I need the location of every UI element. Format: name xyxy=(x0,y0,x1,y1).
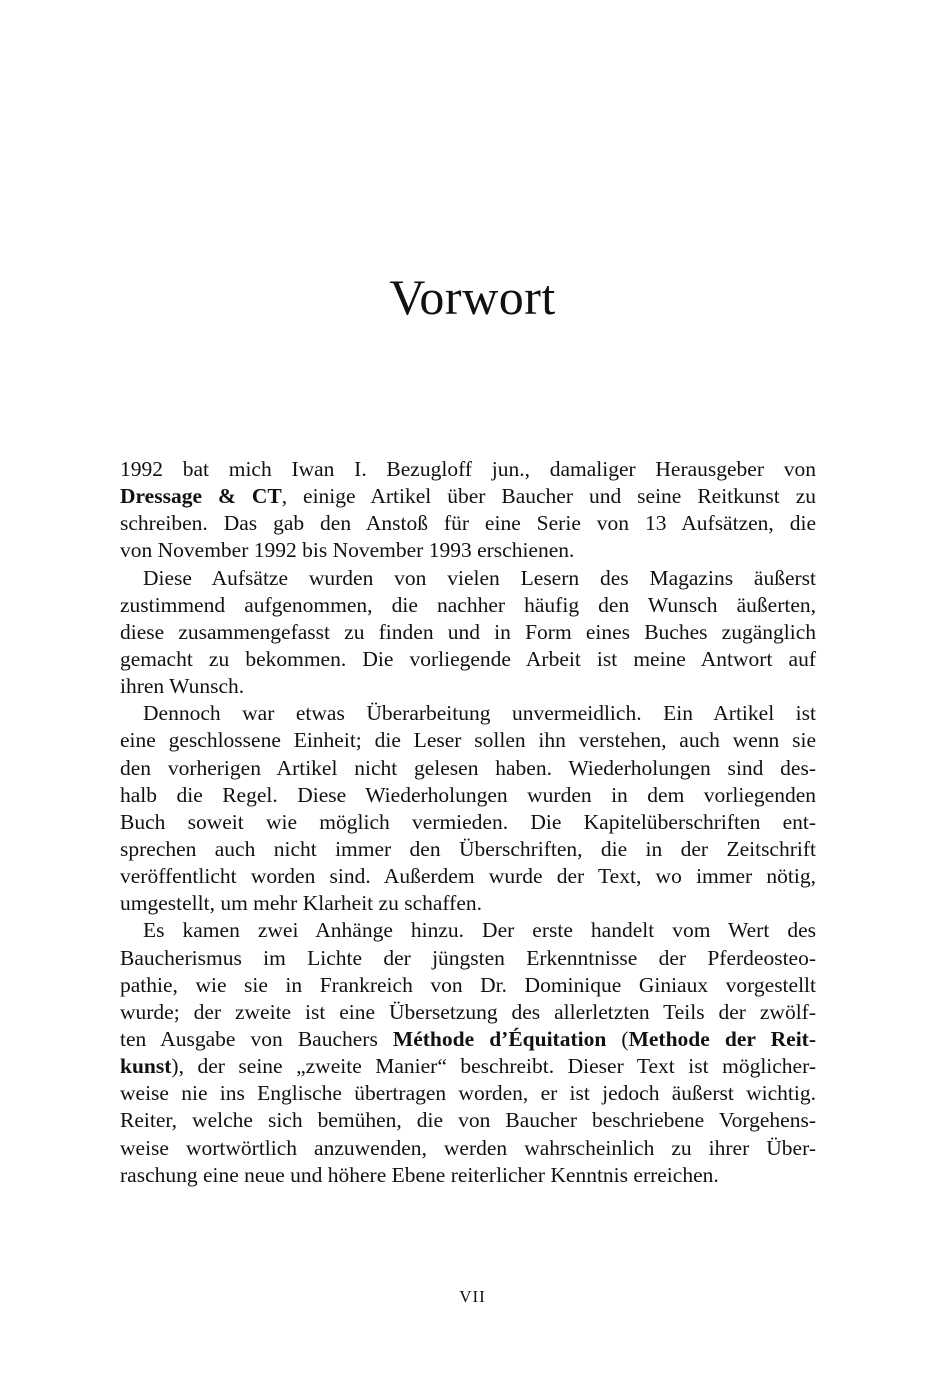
text-segment: pathie, wie sie in Frankreich von Dr. Dominique Giniaux vorgestellt xyxy=(120,972,816,997)
text-segment: Buch soweit wie möglich vermieden. Die Kapitelüberschriften ent- xyxy=(120,809,816,834)
text-line xyxy=(120,972,816,999)
text-line xyxy=(120,727,816,754)
text-line xyxy=(120,999,816,1026)
text-segment: Diese Aufsätze wurden von vielen Lesern des Magazins äußerst xyxy=(143,565,816,590)
text-line xyxy=(120,782,816,809)
text-segment: ihren Wunsch. xyxy=(120,674,245,699)
text-segment: wurde; der zweite ist eine Übersetzung des allerletzten Teils der zwölf- xyxy=(120,999,816,1024)
body-text xyxy=(120,456,816,1189)
text-segment: halb die Regel. Diese Wiederholungen wurden in dem vorliegenden xyxy=(120,782,816,807)
text-segment: weise nie ins Englische übertragen worden, er ist jedoch äußerst wichtig. xyxy=(120,1081,816,1106)
paragraph xyxy=(120,917,816,1188)
text-line xyxy=(120,890,816,917)
text-segment: Reiter, welche sich bemühen, die von Baucher beschriebene Vorgehens- xyxy=(120,1108,816,1133)
text-segment: weise wortwörtlich anzuwenden, werden wahrscheinlich zu ihrer Über- xyxy=(120,1135,816,1160)
text-line xyxy=(120,1135,816,1162)
bold-title-text: Methode der Reit- xyxy=(628,1026,816,1051)
text-line xyxy=(120,863,816,890)
text-line xyxy=(120,1053,816,1080)
text-segment: Es kamen zwei Anhänge hinzu. Der erste handelt vom Wert des xyxy=(143,918,816,943)
text-segment: ten Ausgabe von Bauchers xyxy=(120,1026,393,1051)
text-segment: Dennoch war etwas Überarbeitung unvermeidlich. Ein Artikel ist xyxy=(143,701,816,726)
text-line xyxy=(120,646,816,673)
text-line xyxy=(120,456,816,483)
text-line xyxy=(120,1107,816,1134)
text-segment: zustimmend aufgenommen, die nachher häufig den Wunsch äußerten, xyxy=(120,592,816,617)
text-segment: 1992 bat mich Iwan I. Bezugloff jun., damaliger Herausgeber von xyxy=(120,457,816,481)
text-line xyxy=(120,945,816,972)
text-segment: von November 1992 bis November 1993 erschienen. xyxy=(120,538,575,563)
text-line xyxy=(120,619,816,646)
text-segment: ( xyxy=(606,1026,629,1051)
paragraph xyxy=(120,700,816,917)
text-segment: raschung eine neue und höhere Ebene reiterlicher Kenntnis erreichen. xyxy=(120,1162,719,1187)
text-segment: umgestellt, um mehr Klarheit zu schaffen. xyxy=(120,891,483,916)
text-line xyxy=(120,1162,816,1189)
text-segment: eine geschlossene Einheit; die Leser sollen ihn verstehen, auch wenn sie xyxy=(120,728,816,753)
text-segment: gemacht zu bekommen. Die vorliegende Arbeit ist meine Antwort auf xyxy=(120,646,816,671)
text-line xyxy=(120,1026,816,1053)
text-segment: sprechen auch nicht immer den Überschriften, die in der Zeitschrift xyxy=(120,836,816,861)
text-line xyxy=(120,565,816,592)
text-line xyxy=(120,1080,816,1107)
text-line xyxy=(120,537,816,564)
bold-title-text: kunst xyxy=(120,1054,172,1079)
text-segment: Baucherismus im Lichte der jüngsten Erkenntnisse der Pferdeosteo- xyxy=(120,945,816,970)
text-segment: den vorherigen Artikel nicht gelesen haben. Wiederholungen sind des- xyxy=(120,755,816,780)
text-segment: , einige Artikel über Baucher und seine Reitkunst zu xyxy=(281,484,816,509)
text-segment: ), der seine „zweite Manier“ beschreibt. Dieser Text ist möglicher- xyxy=(171,1054,816,1079)
text-segment: diese zusammengefasst zu finden und in Form eines Buches zugänglich xyxy=(120,619,816,644)
text-line xyxy=(120,809,816,836)
bold-title-text: Méthode d’Équitation xyxy=(392,1026,607,1051)
page-number: VII xyxy=(459,1287,486,1306)
text-line xyxy=(120,700,816,727)
text-line xyxy=(120,673,816,700)
paragraph xyxy=(120,565,816,701)
text-line xyxy=(120,917,816,944)
text-line xyxy=(120,592,816,619)
text-line xyxy=(120,755,816,782)
text-line xyxy=(120,483,816,510)
paragraph xyxy=(120,456,816,565)
bold-title-text: Dressage & CT xyxy=(120,484,282,509)
chapter-title: Vorwort xyxy=(389,269,556,325)
text-segment: veröffentlicht worden sind. Außerdem wurde der Text, wo immer nötig, xyxy=(120,864,816,889)
text-line xyxy=(120,836,816,863)
text-segment: schreiben. Das gab den Anstoß für eine Serie von 13 Aufsätzen, die xyxy=(120,511,816,536)
text-line xyxy=(120,510,816,537)
